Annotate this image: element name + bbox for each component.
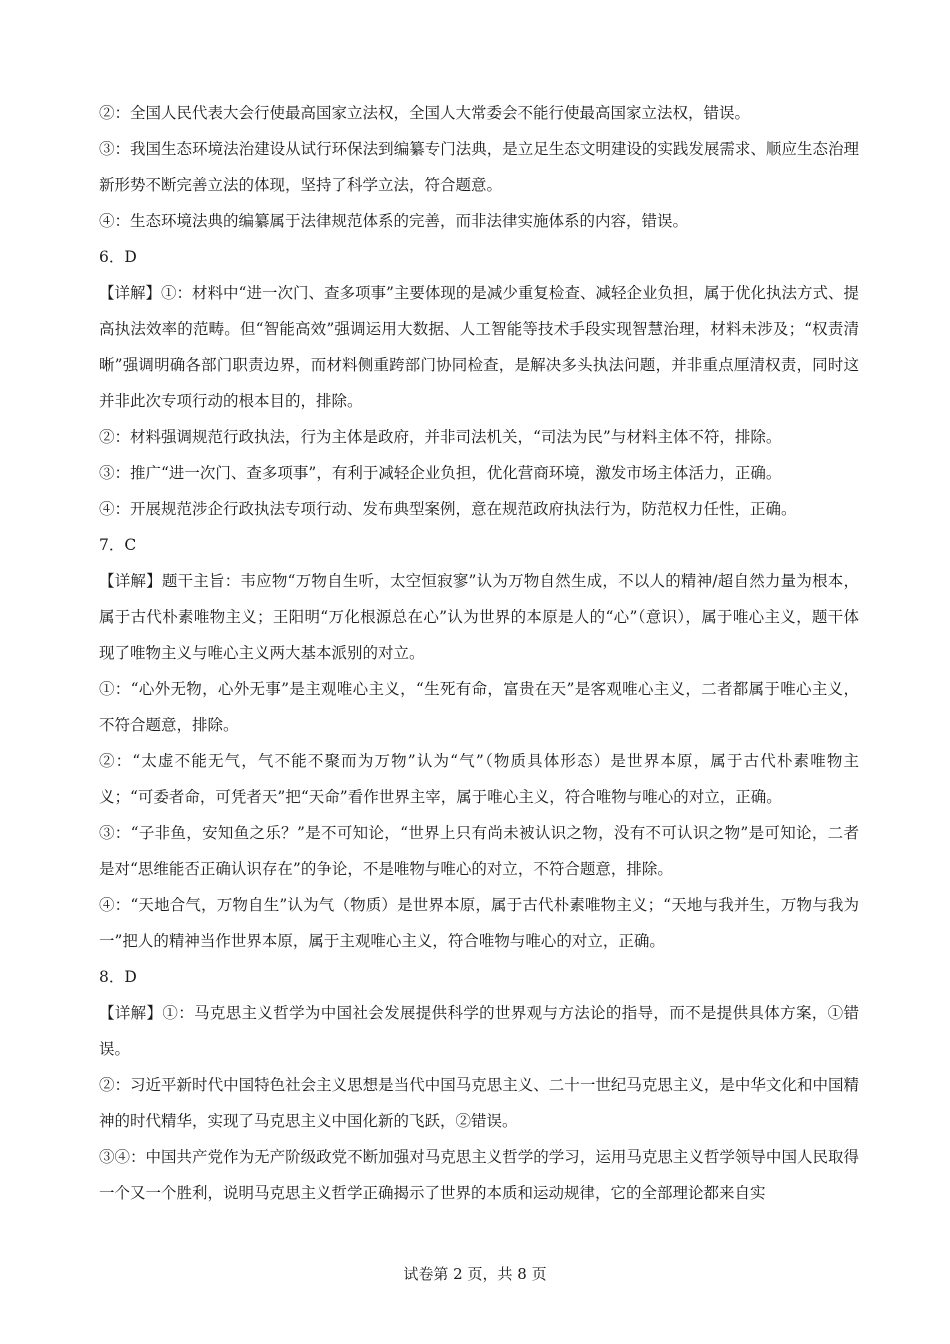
answer-paragraph: ③④：中国共产党作为无产阶级政党不断加强对马克思主义哲学的学习，运用马克思主义哲学领导中国人民取得一个又一个胜利，说明马克思主义哲学正确揭示了世界的本质和运动规律，它的全部理论都来自实 — [99, 1148, 859, 1202]
answer-paragraph: ④：开展规范涉企行政执法专项行动、发布典型案例，意在规范政府执法行为，防范权力任性，正确。 — [99, 500, 797, 518]
answer-paragraph: ③：推广“进一次门、查多项事”，有利于减轻企业负担，优化营商环境，激发市场主体活力，正确。 — [99, 464, 782, 482]
question-number: 6．D — [99, 248, 137, 266]
question-number: 7．C — [99, 536, 137, 554]
page-footer: 试卷第 2 页，共 8 页 — [403, 1265, 547, 1283]
answer-content — [99, 95, 859, 1211]
answer-paragraph: 【详解】题干主旨：韦应物“万物自生听，太空恒寂寥”认为万物自然生成，不以人的精神/超自然力量为根本，属于古代朴素唯物主义；王阳明“万化根源总在心”认为世界的本原是人的“心”（意识），属于唯心主义，题干体现了唯物主义与唯心主义两大基本派别的对立。 — [99, 572, 859, 662]
answer-paragraph: ③：“子非鱼，安知鱼之乐？”是不可知论，“世界上只有尚未被认识之物，没有不可认识之物”是可知论，二者是对“思维能否正确认识存在”的争论，不是唯物与唯心的对立，不符合题意，排除。 — [99, 824, 859, 878]
answer-paragraph: ③：我国生态环境法治建设从试行环保法到编纂专门法典，是立足生态文明建设的实践发展需求、顺应生态治理新形势不断完善立法的体现，坚持了科学立法，符合题意。 — [99, 140, 859, 194]
answer-paragraph: ④：生态环境法典的编纂属于法律规范体系的完善，而非法律实施体系的内容，错误。 — [99, 212, 689, 230]
answer-paragraph: ②：全国人民代表大会行使最高国家立法权，全国人大常委会不能行使最高国家立法权，错误。 — [99, 104, 751, 122]
answer-paragraph: ①：“心外无物，心外无事”是主观唯心主义，“生死有命，富贵在天”是客观唯心主义，二者都属于唯心主义，不符合题意，排除。 — [99, 680, 859, 734]
answer-paragraph: ④：“天地合气，万物自生”认为气（物质）是世界本原，属于古代朴素唯物主义；“天地与我并生，万物与我为一”把人的精神当作世界本原，属于主观唯心主义，符合唯物与唯心的对立，正确。 — [99, 896, 859, 950]
answer-paragraph: ②：“太虚不能无气，气不能不聚而为万物”认为“气”（物质具体形态）是世界本原，属于古代朴素唯物主义；“可委者命，可凭者天”把“天命”看作世界主宰，属于唯心主义，符合唯物与唯心的对立，正确。 — [99, 752, 859, 806]
answer-paragraph: 【详解】①：马克思主义哲学为中国社会发展提供科学的世界观与方法论的指导，而不是提供具体方案，①错误。 — [99, 1004, 859, 1058]
answer-paragraph: 【详解】①：材料中“进一次门、查多项事”主要体现的是减少重复检查、减轻企业负担，属于优化执法方式、提高执法效率的范畴。但“智能高效”强调运用大数据、人工智能等技术手段实现智慧治理，材料未涉及；“权责清晰”强调明确各部门职责边界，而材料侧重跨部门协同检查，是解决多头执法问题，并非重点厘清权责，同时这并非此次专项行动的根本目的，排除。 — [99, 284, 859, 410]
answer-paragraph: ②：习近平新时代中国特色社会主义思想是当代中国马克思主义、二十一世纪马克思主义，是中华文化和中国精神的时代精华，实现了马克思主义中国化新的飞跃，②错误。 — [99, 1076, 859, 1130]
answer-paragraph: ②：材料强调规范行政执法，行为主体是政府，并非司法机关，“司法为民”与材料主体不符，排除。 — [99, 428, 782, 446]
question-number: 8．D — [99, 968, 137, 986]
